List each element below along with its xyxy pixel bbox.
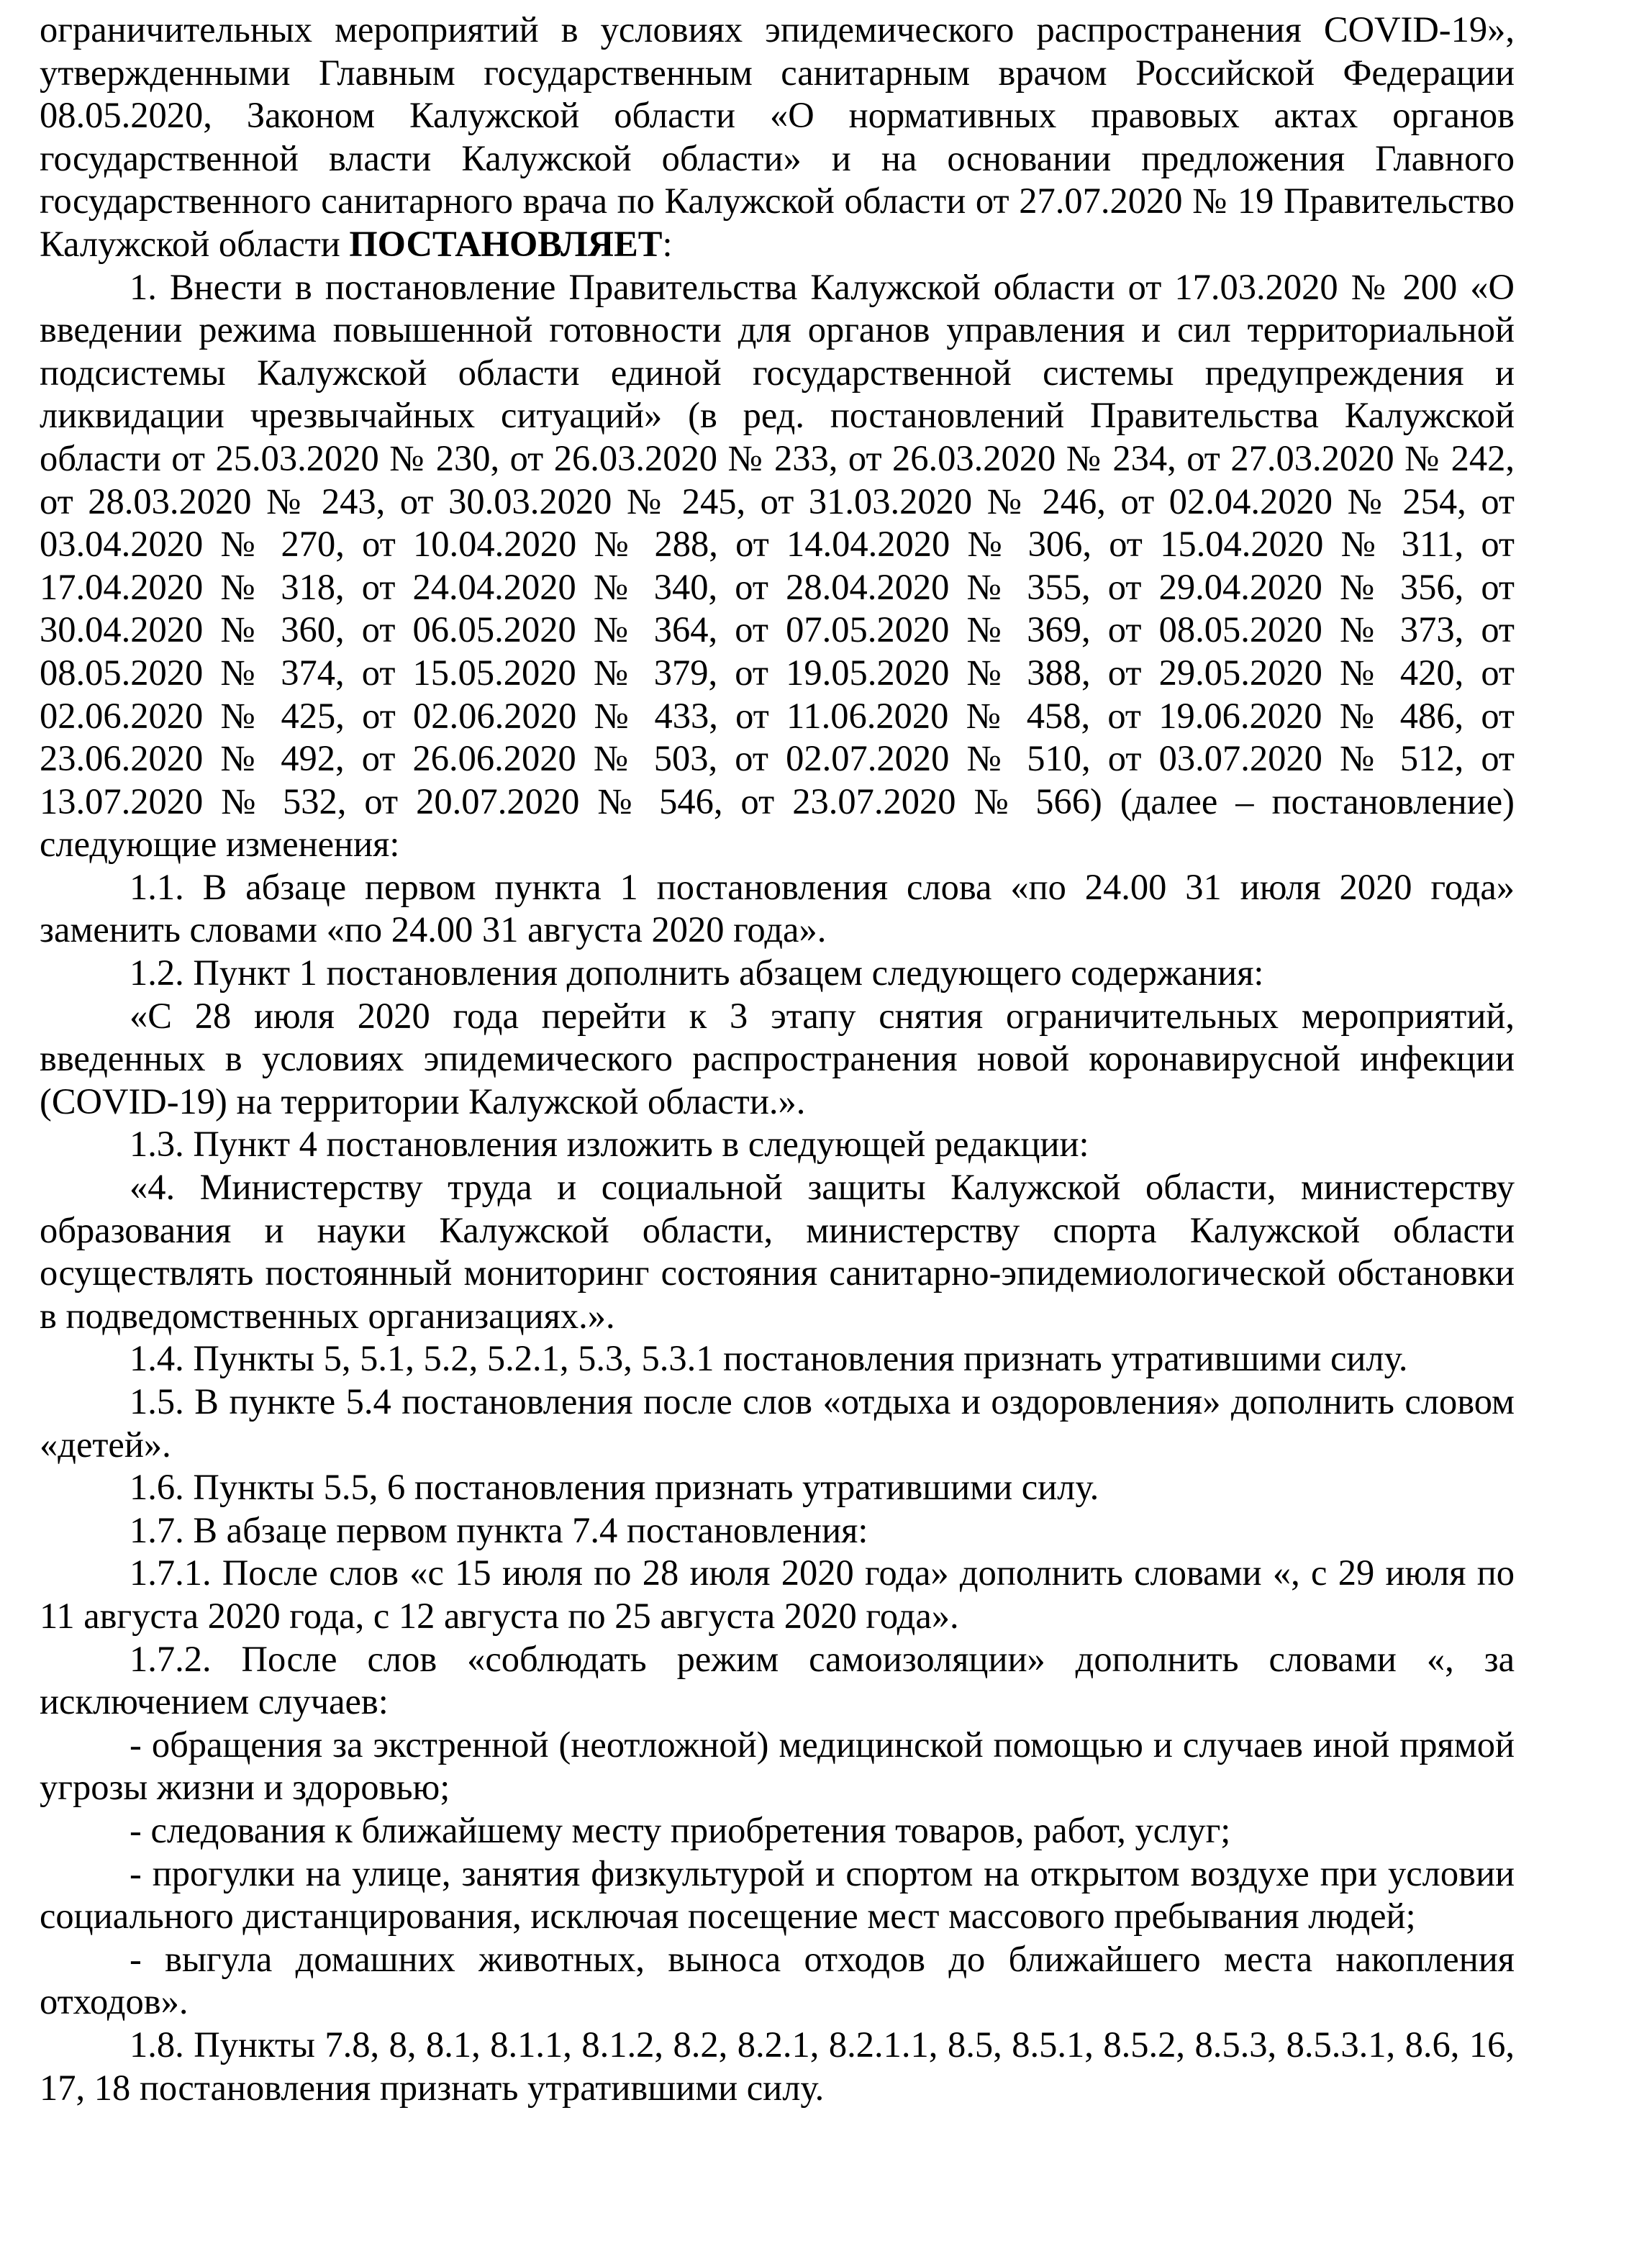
paragraph-1-8: 1.8. Пункты 7.8, 8, 8.1, 8.1.1, 8.1.2, 8.2, 8.2.1, 8.2.1.1, 8.5, 8.5.1, 8.5.2, 8.5.3, 8.5.3.1, 8.6, 16, 17, 18 постановления признать утратившими силу. — [40, 2024, 1515, 2108]
paragraph-1-2-quote: «С 28 июля 2020 года перейти к 3 этапу снятия ограничительных мероприятий, введенных в условиях эпидемического распространения новой коронавирусной инфекции (COVID-19) на территории Калужской области.». — [40, 995, 1515, 1122]
document-page — [40, 9, 1515, 2109]
paragraph-1-7-1: 1.7.1. После слов «с 15 июля по 28 июля 2020 года» дополнить словами «, с 29 июля по 11 августа 2020 года, с 12 августа по 25 августа 2020 года». — [40, 1552, 1515, 1636]
exception-item-pets-waste: - выгула домашних животных, выноса отходов до ближайшего места накопления отходов». — [40, 1938, 1515, 2022]
paragraph-1-6: 1.6. Пункты 5.5, 6 постановления признать утратившими силу. — [130, 1467, 1099, 1508]
exception-item-shopping: - следования к ближайшему месту приобретения товаров, работ, услуг; — [130, 1809, 1231, 1850]
paragraph-1: 1. Внести в постановление Правительства Калужской области от 17.03.2020 № 200 «О введении режима повышенной готовности для органов управления и сил территориальной подсистемы Калужской области единой государственной системы предупреждения и ликвидации чрезвычайных ситуаций» (в ред. постановлений Правительства Калужской области от 25.03.2020 № 230, от 26.03.2020 № 233, от 26.03.2020 № 234, от 27.03.2020 № 242, от 28.03.2020 № 243, от 30.03.2020 № 245, от 31.03.2020 № 246, от 02.04.2020 № 254, от 03.04.2020 № 270, от 10.04.2020 № 288, от 14.04.2020 № 306, от 15.04.2020 № 311, от 17.04.2020 № 318, от 24.04.2020 № 340, от 28.04.2020 № 355, от 29.04.2020 № 356, от 30.04.2020 № 360, от 06.05.2020 № 364, от 07.05.2020 № 369, от 08.05.2020 № 373, от 08.05.2020 № 374, от 15.05.2020 № 379, от 19.05.2020 № 388, от 29.05.2020 № 420, от 02.06.2020 № 425, от 02.06.2020 № 433, от 11.06.2020 № 458, от 19.06.2020 № 486, от 23.06.2020 № 492, от 26.06.2020 № 503, от 02.07.2020 № 510, от 03.07.2020 № 512, от 13.07.2020 № 532, от 20.07.2020 № 546, от 23.07.2020 № 566) (далее – постановление) следующие изменения: — [40, 266, 1515, 865]
preamble-paragraph — [40, 9, 1515, 266]
paragraph-1-3-quote: «4. Министерству труда и социальной защиты Калужской области, министерству образования и науки Калужской области, министерству спорта Калужской области осуществлять постоянный мониторинг состояния санитарно-эпидемиологической обстановки в подведомственных организациях.». — [40, 1167, 1515, 1336]
paragraph-1-7: 1.7. В абзаце первом пункта 7.4 постановления: — [130, 1509, 868, 1550]
paragraph-1-5: 1.5. В пункте 5.4 постановления после слов «отдыха и оздоровления» дополнить словом «детей». — [40, 1381, 1515, 1465]
decree-keyword: ПОСТАНОВЛЯЕТ — [349, 223, 663, 264]
preamble-text: ограничительных мероприятий в условиях эпидемического распространения COVID-19», утвержденными Главным государственным санитарным врачом Российской Федерации 08.05.2020, Законом Калужской области «О нормативных правовых актах органов государственной власти Калужской области» и на основании предложения Главного государственного санитарного врача по Калужской области от 27.07.2020 № 19 Правительство Калужской области — [40, 9, 1515, 264]
paragraph-1-3: 1.3. Пункт 4 постановления изложить в следующей редакции: — [130, 1124, 1089, 1165]
paragraph-1-2: 1.2. Пункт 1 постановления дополнить абзацем следующего содержания: — [130, 953, 1264, 994]
exception-item-walks: - прогулки на улице, занятия физкультурой и спортом на открытом воздухе при условии социального дистанцирования, исключая посещение мест массового пребывания людей; — [40, 1852, 1515, 1937]
paragraph-1-4: 1.4. Пункты 5, 5.1, 5.2, 5.2.1, 5.3, 5.3.1 постановления признать утратившими силу. — [130, 1338, 1408, 1379]
exception-item-medical: - обращения за экстренной (неотложной) медицинской помощью и случаев иной прямой угрозы жизни и здоровью; — [40, 1724, 1515, 1808]
paragraph-1-7-2: 1.7.2. После слов «соблюдать режим самоизоляции» дополнить словами «, за исключением случаев: — [40, 1638, 1515, 1722]
preamble-colon: : — [662, 223, 673, 264]
paragraph-1-1: 1.1. В абзаце первом пункта 1 постановления слова «по 24.00 31 июля 2020 года» заменить словами «по 24.00 31 августа 2020 года». — [40, 866, 1515, 950]
